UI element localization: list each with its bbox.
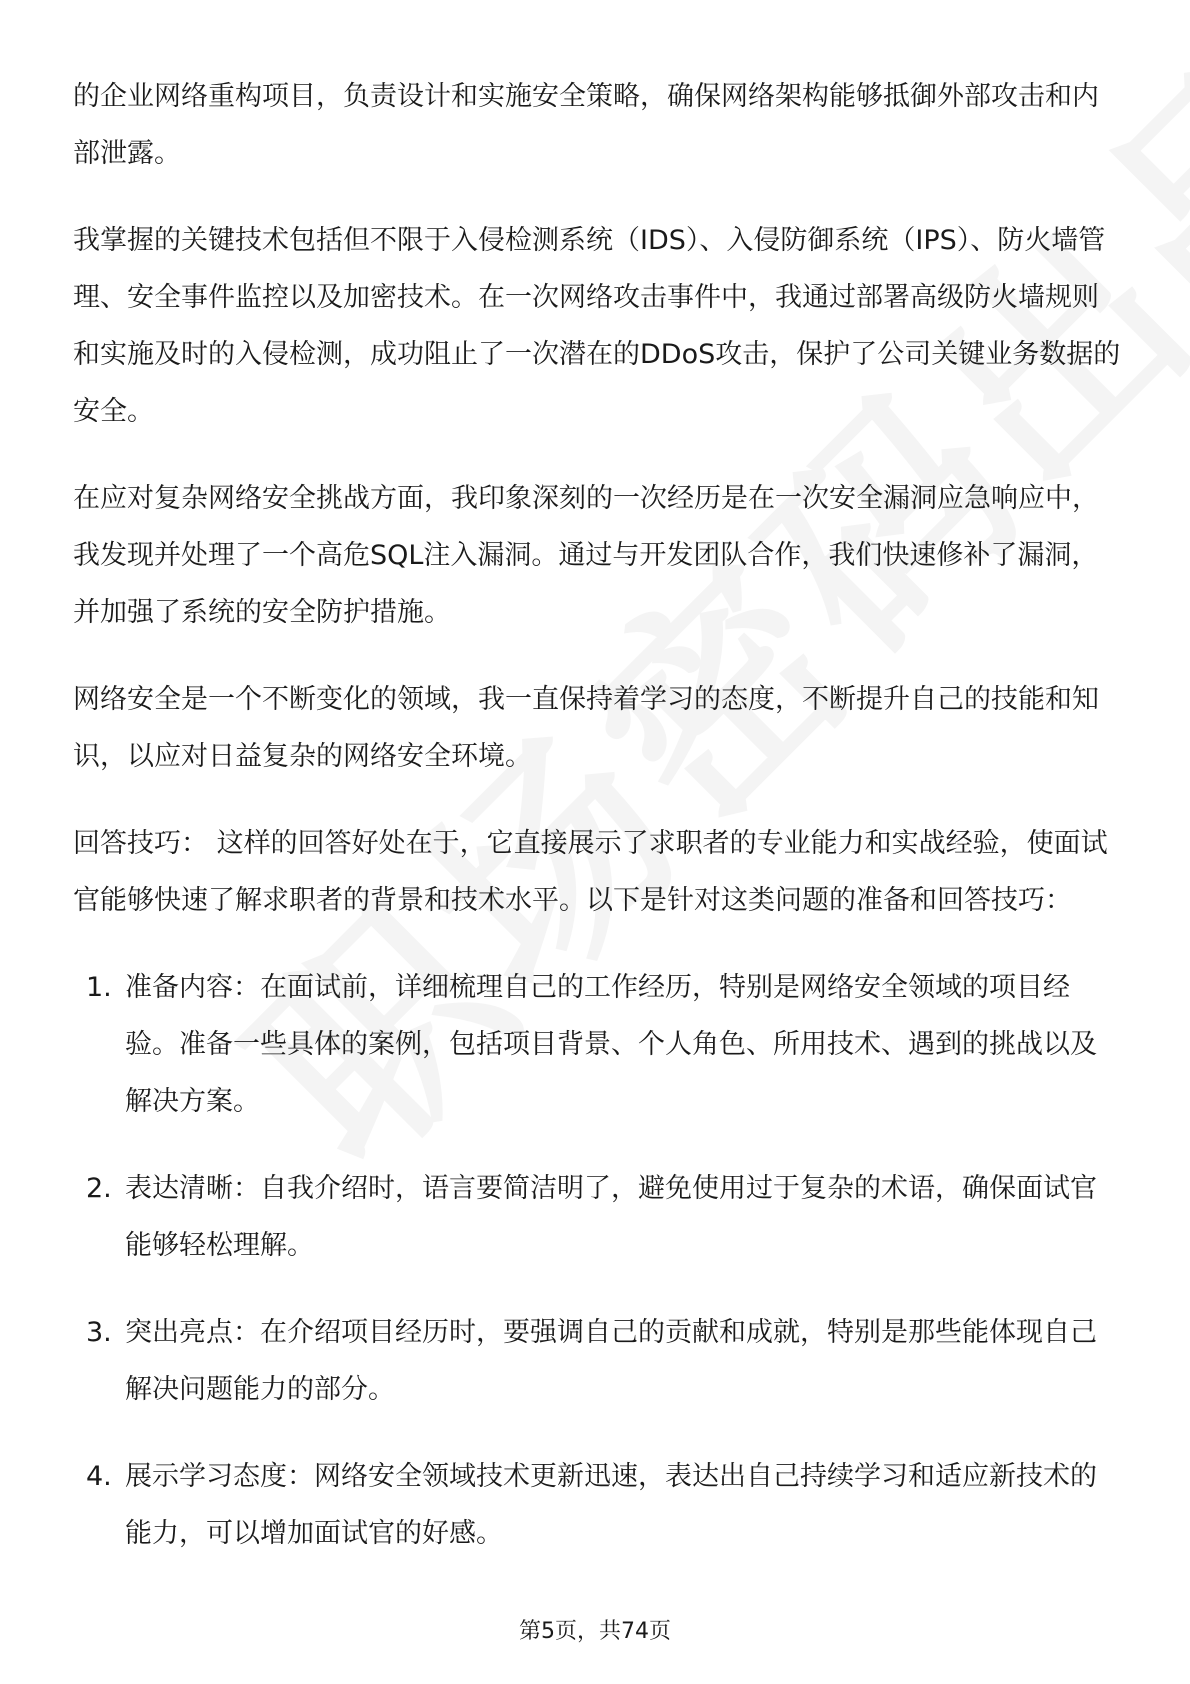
- list-text: 展示学习态度：网络安全领域技术更新迅速，表达出自己持续学习和适应新技术的能力，可以增加面试官的好感。: [125, 1461, 1097, 1549]
- list-item: [73, 1160, 1123, 1274]
- list-text: 突出亮点：在介绍项目经历时，要强调自己的贡献和成就，特别是那些能体现自己解决问题能力的部分。: [125, 1317, 1097, 1405]
- list-number: 4.: [86, 1461, 112, 1492]
- page-number-footer: 第5页，共74页: [519, 1619, 671, 1644]
- list-item: [73, 1448, 1123, 1562]
- paragraph-skills: 我掌握的关键技术包括但不限于入侵检测系统（IDS）、入侵防御系统（IPS）、防火墙管理、安全事件监控以及加密技术。在一次网络攻击事件中，我通过部署高级防火墙规则和实施及时的入侵检测，成功阻止了一次潜在的DDoS攻击，保护了公司关键业务数据的安全。: [73, 225, 1121, 427]
- document-body: [73, 68, 1123, 1562]
- paragraph-learning: 网络安全是一个不断变化的领域，我一直保持着学习的态度，不断提升自己的技能和知识，以应对日益复杂的网络安全环境。: [73, 684, 1099, 772]
- paragraph-challenge: 在应对复杂网络安全挑战方面，我印象深刻的一次经历是在一次安全漏洞应急响应中，我发现并处理了一个高危SQL注入漏洞。通过与开发团队合作，我们快速修补了漏洞，并加强了系统的安全防护措施。: [73, 483, 1099, 628]
- list-number: 1.: [86, 972, 112, 1003]
- list-number: 2.: [86, 1173, 112, 1204]
- list-text: 表达清晰：自我介绍时，语言要简洁明了，避免使用过于复杂的术语，确保面试官能够轻松理解。: [125, 1173, 1097, 1261]
- paragraph-tips-intro: 回答技巧： 这样的回答好处在于，它直接展示了求职者的专业能力和实战经验，使面试官能够快速了解求职者的背景和技术水平。以下是针对这类问题的准备和回答技巧：: [73, 828, 1108, 916]
- paragraph-project: 的企业网络重构项目，负责设计和实施安全策略，确保网络架构能够抵御外部攻击和内部泄露。: [73, 81, 1099, 169]
- list-text: 准备内容：在面试前，详细梳理自己的工作经历，特别是网络安全领域的项目经验。准备一些具体的案例，包括项目背景、个人角色、所用技术、遇到的挑战以及解决方案。: [125, 972, 1097, 1117]
- list-item: [73, 959, 1123, 1130]
- tips-list: [73, 959, 1123, 1562]
- list-number: 3.: [86, 1317, 112, 1348]
- list-item: [73, 1304, 1123, 1418]
